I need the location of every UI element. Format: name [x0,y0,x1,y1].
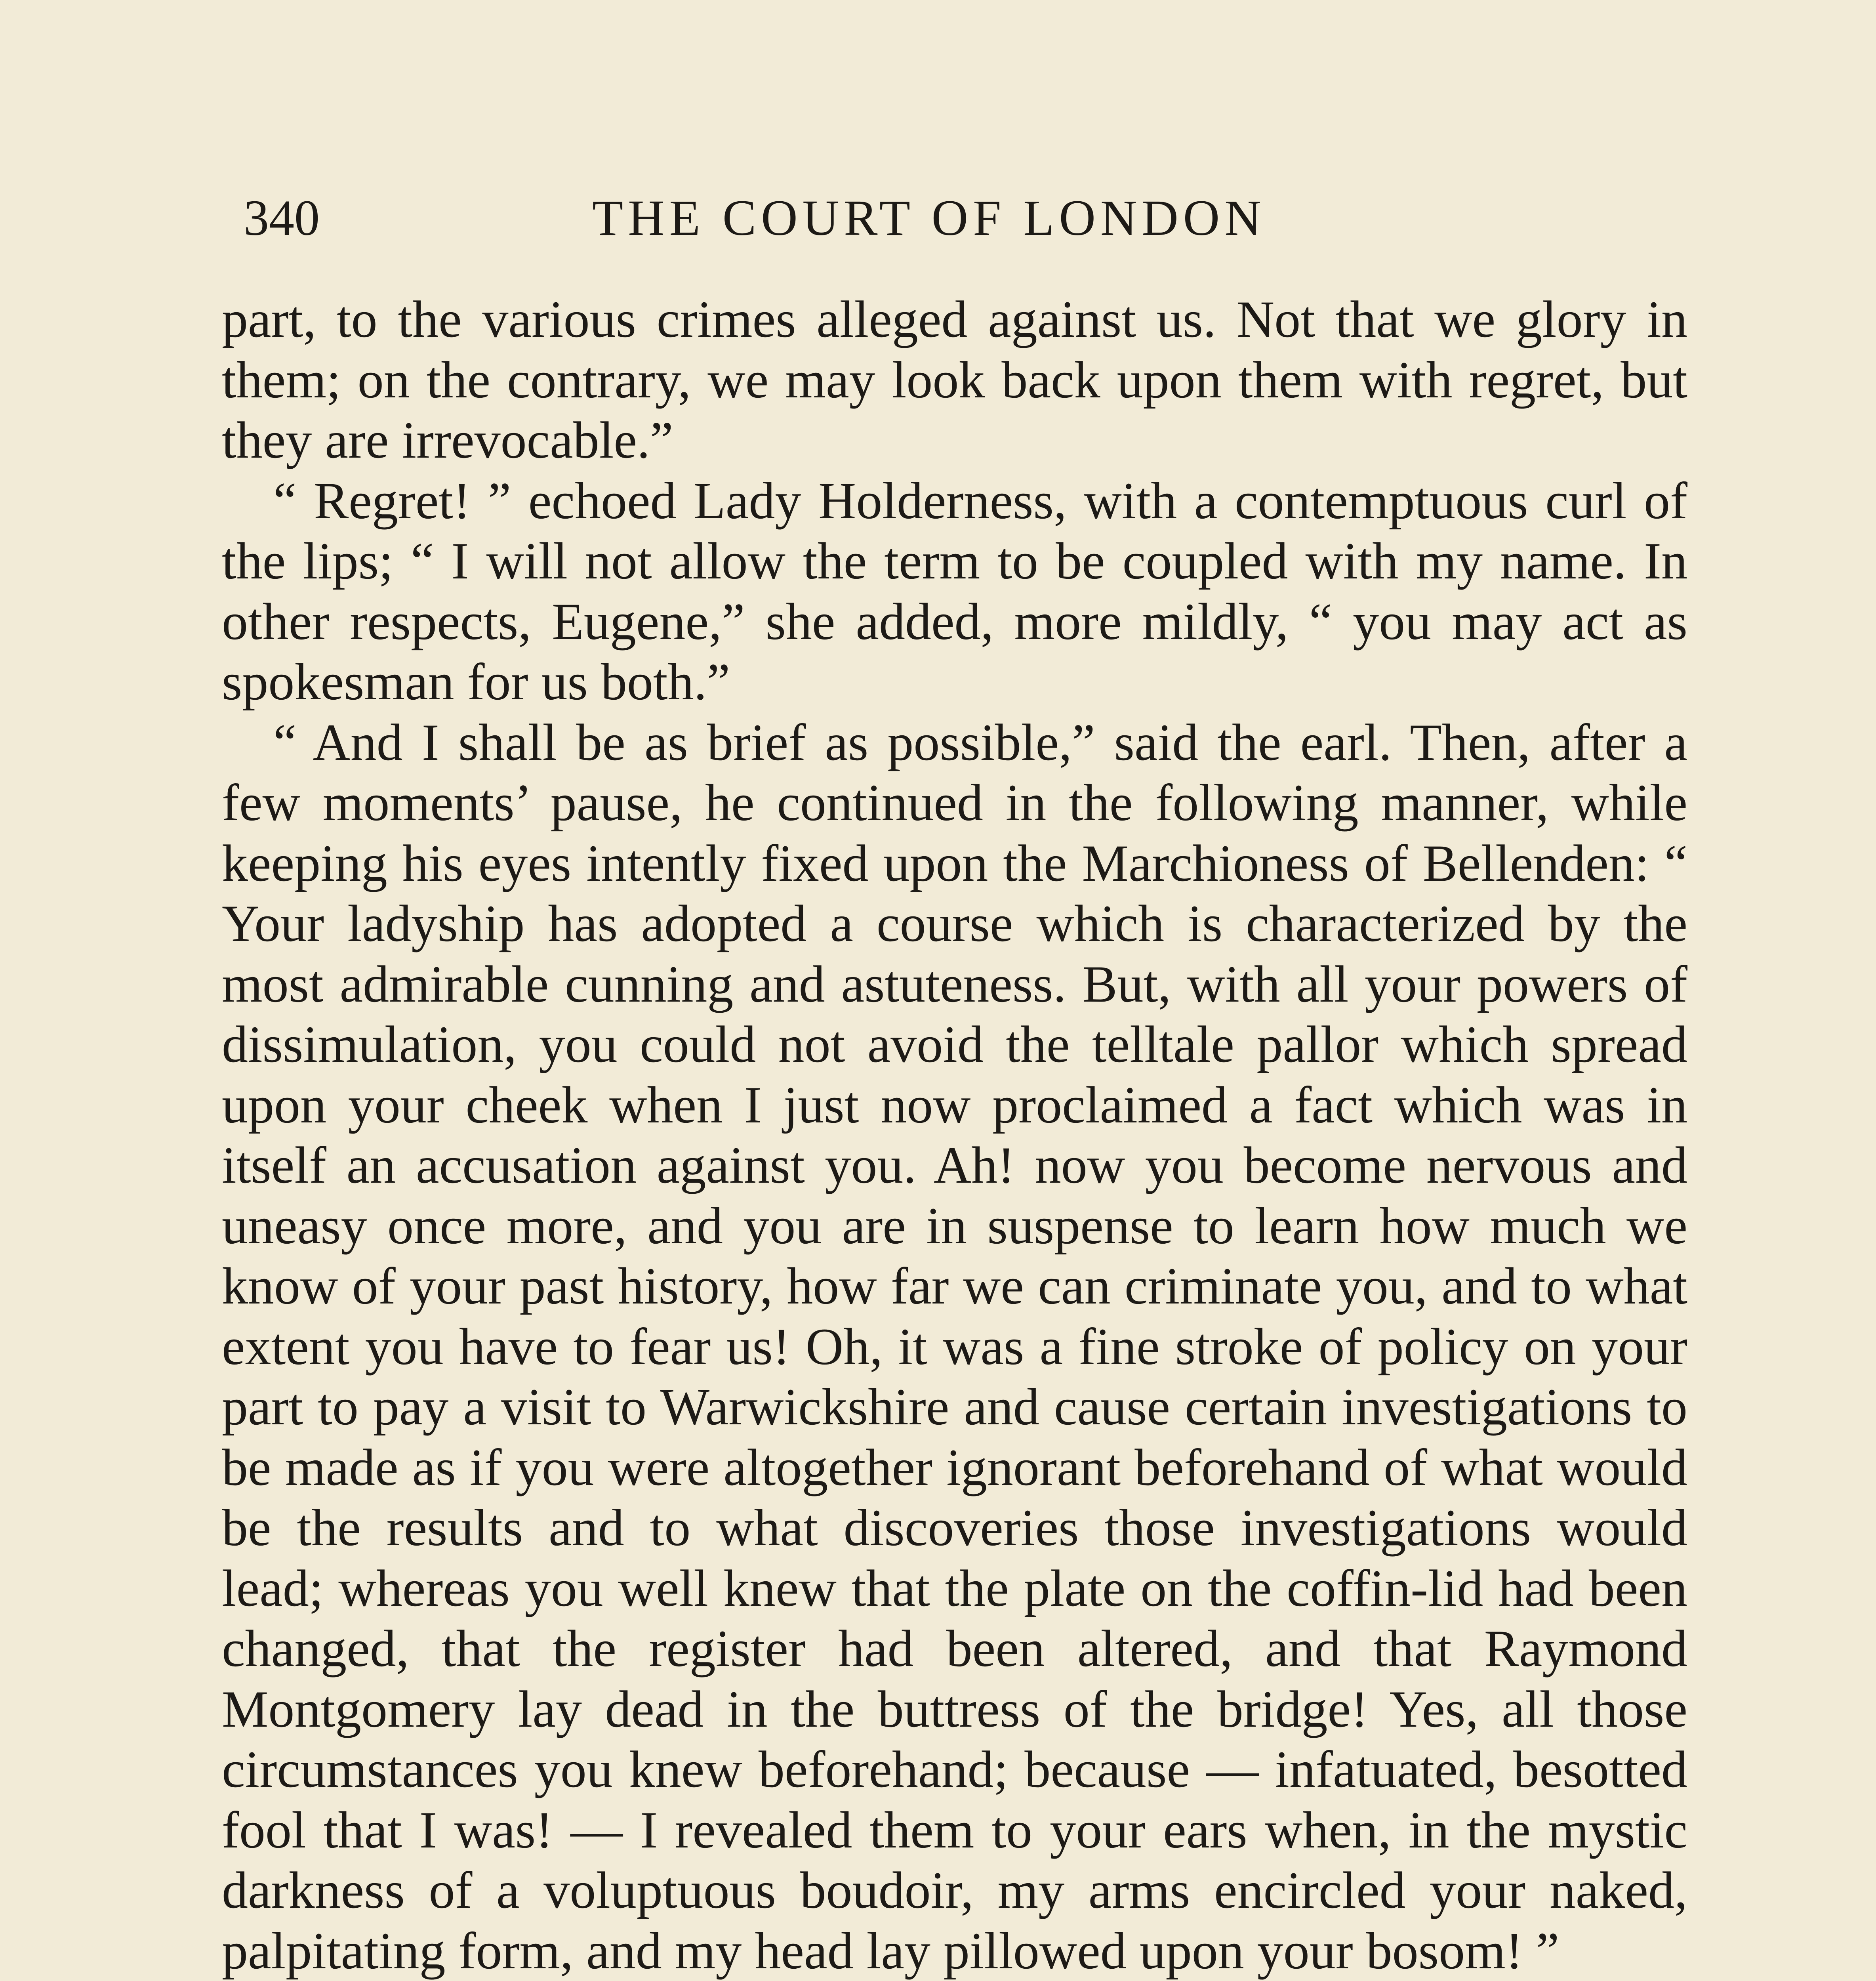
page-number: 340 [244,190,320,246]
running-head: THE COURT OF LONDON [592,190,1266,246]
body-text [222,289,1687,1981]
paragraph-continuation: part, to the various crimes alleged against us. Not that we glory in them; on the contrary, we may look back upon them with regret, but they are irrevocable.” [222,290,1687,469]
paragraph-earl-speech: “ And I shall be as brief as possible,” said the earl. Then, after a few moments’ pause, he continued in the following manner, while keeping his eyes intently fixed upon the Marchioness of Bellenden: “ Your ladyship has adopted a course which is characterized by the most admirable cunning and astuteness. But, with all your powers of dissimulation, you could not avoid the telltale pallor which spread upon your cheek when I just now proclaimed a fact which was in itself an accusation against you. Ah! now you become nervous and uneasy once more, and you are in suspense to learn how much we know of your past history, how far we can criminate you, and to what extent you have to fear us! Oh, it was a fine stroke of policy on your part to pay a visit to Warwickshire and cause certain investigations to be made as if you were altogether ignorant beforehand of what would be the results and to what discoveries those investigations would lead; whereas you well knew that the plate on the coffin-lid had been changed, that the register had been altered, and that Raymond Montgomery lay dead in the buttress of the bridge! Yes, all those circumstances you knew beforehand; because — infatuated, besotted fool that I was! — I revealed them to your ears when, in the mystic darkness of a voluptuous boudoir, my arms encircled your naked, palpitating form, and my head lay pillowed upon your bosom! ” [222,713,1687,1980]
page-header [244,178,1353,258]
paragraph-regret: “ Regret! ” echoed Lady Holderness, with a contemptuous curl of the lips; “ I will not allow the term to be coupled with my name. In other respects, Eugene,” she added, more mildly, “ you may act as spokesman for us both.” [222,471,1687,711]
